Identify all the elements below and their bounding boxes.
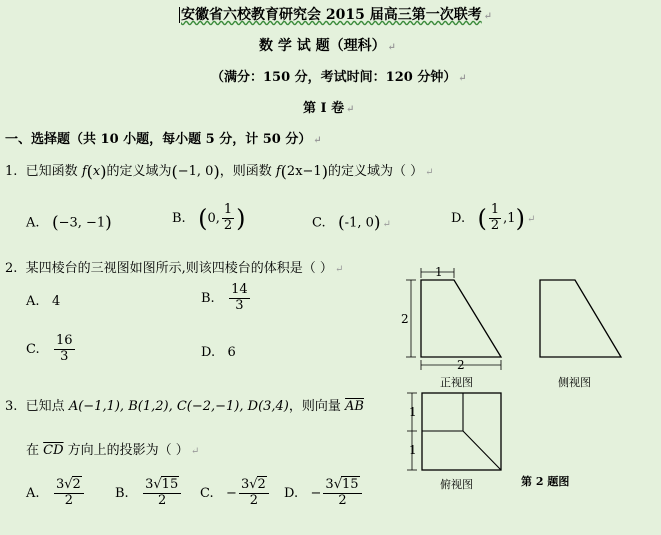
q2-option-c: C. $\frac{16}{3}$ [26, 333, 73, 364]
front-view [401, 265, 501, 372]
figure-caption: 第 2 题图 [521, 475, 570, 488]
section-heading: 一、选择题（共 10 小题，每小题 5 分，计 50 分） ↵ [5, 132, 322, 147]
top-view-label: 俯视图 [440, 478, 473, 491]
q3-option-a: A. $\frac{3√2}{2}$ [26, 478, 86, 509]
top-view [407, 393, 501, 470]
q3-option-c: C. − $\frac{3√2}{2}$ [200, 478, 271, 509]
question-3-line1: 3. 已知点 A(−1,1), B(1,2), C(−2,−1), D(3,4)，则向量 $\overline{AB}$ [5, 399, 364, 414]
dim-top-view-upper: 1 [409, 405, 417, 419]
three-view-figure [395, 262, 661, 492]
q3-option-d: D. − $\frac{3√15}{2}$ [284, 478, 364, 509]
q1-option-c: C. (-1, 0) ↵ [312, 213, 391, 233]
q2-option-d: D. 6 [201, 345, 236, 360]
question-2: 2. 某四棱台的三视图如图所示,则该四棱台的体积是（ ） ↵ [5, 261, 344, 276]
q1-option-d: D. ( $\frac{1}{2}$ ,1) ↵ [451, 202, 536, 233]
q3-option-b: B. $\frac{3√15}{2}$ [115, 478, 183, 509]
side-view [540, 280, 621, 357]
dim-bottom: 2 [457, 358, 465, 372]
q2-option-b: B. $\frac{14}{3}$ [201, 282, 248, 313]
dim-top-view-lower: 1 [409, 443, 417, 457]
front-view-label: 正视图 [440, 376, 473, 389]
side-view-label: 侧视图 [558, 376, 591, 389]
question-1: 1. 已知函数 f(x)的定义域为(−1, 0)，则函数 f(2x−1)的定义域为（ ） ↵ [5, 162, 434, 181]
q1-option-b: B. (0, $\frac{1}{2}$ ) [172, 202, 246, 233]
dim-height: 2 [401, 312, 409, 326]
q1-option-a: A. (−3, −1) [26, 213, 112, 233]
q2-option-a: A. 4 [26, 294, 61, 309]
dim-top: 1 [435, 265, 443, 279]
exam-title: 安徽省六校教育研究会 2015 届高三第一次联考 ↵ [181, 7, 493, 23]
question-3-line2: 在 $\overline{CD}$ 方向上的投影为（ ） ↵ [26, 443, 200, 458]
volume-label: 第 I 卷 ↵ [303, 101, 355, 116]
subject-title: 数 学 试 题（理科） ↵ [259, 38, 397, 54]
exam-info: （满分：150 分，考试时间：120 分钟） ↵ [211, 70, 467, 85]
